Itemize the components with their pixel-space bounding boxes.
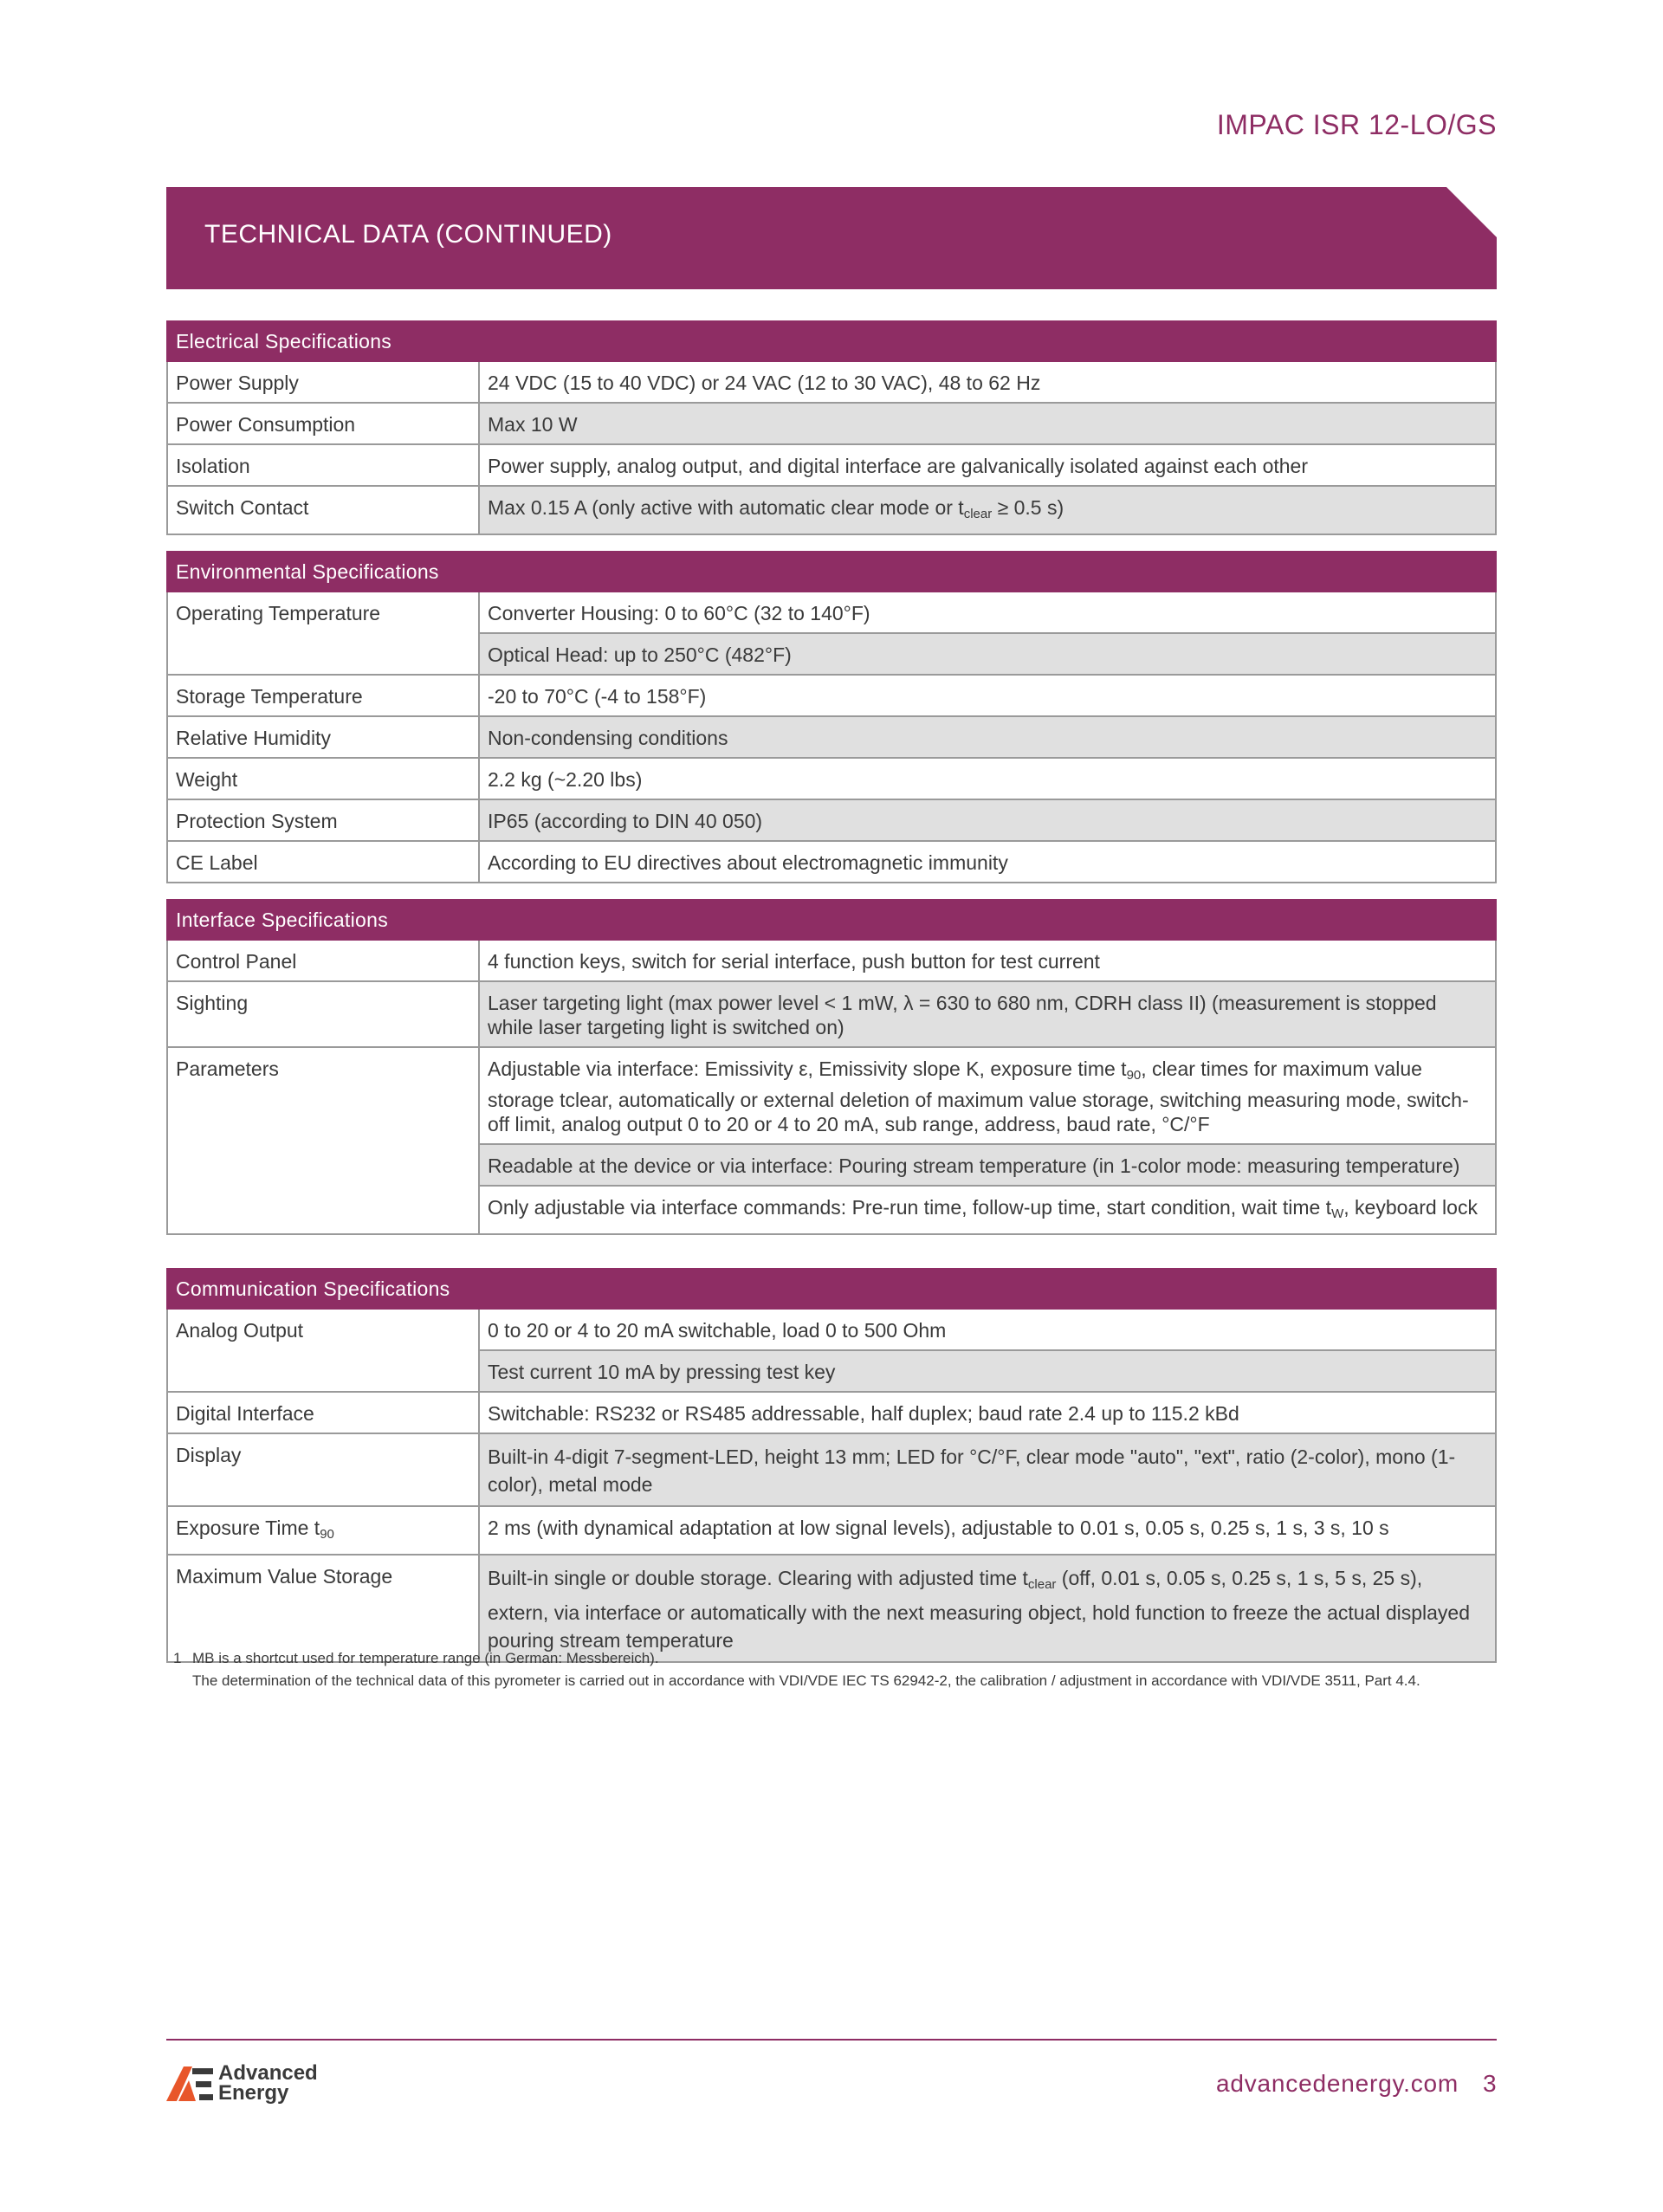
table-row (167, 981, 1496, 1047)
table-row (167, 1555, 1496, 1662)
table-row (167, 1392, 1496, 1433)
row-value (479, 1047, 1496, 1144)
communication-specifications-table (166, 1268, 1497, 1663)
row-value: IP65 (according to DIN 40 050) (479, 799, 1496, 841)
row-value: 2 ms (with dynamical adaptation at low signal levels), adjustable to 0.01 s, 0.05 s, 0.25 s, 1 s, 3 s, 10 s (479, 1506, 1496, 1555)
value-text: , keyboard lock (1343, 1196, 1478, 1219)
table-row (167, 716, 1496, 758)
table-title: Electrical Specifications (167, 321, 1496, 361)
table-title: Communication Specifications (167, 1269, 1496, 1309)
footnote-line: The determination of the technical data of this pyrometer is carried out in accordance with VDI/VDE IEC TS 62942-2, the calibration / adjustment in accordance with VDI/VDE 3511, Part 4.4. (192, 1672, 1420, 1689)
table-row (167, 1309, 1496, 1350)
table-title: Environmental Specifications (167, 552, 1496, 592)
row-label: Weight (167, 758, 479, 799)
row-label: Operating Temperature (167, 592, 479, 675)
row-label: Display (167, 1433, 479, 1506)
value-text: Only adjustable via interface commands: Pre-run time, follow-up time, start condition, wait time t (488, 1196, 1332, 1219)
row-value: Built-in 4-digit 7-segment-LED, height 13 mm; LED for °C/°F, clear mode "auto", "ext", ratio (2-color), mono (1-color), metal mode (479, 1433, 1496, 1506)
row-value: -20 to 70°C (-4 to 158°F) (479, 675, 1496, 716)
row-value: 2.2 kg (~2.20 lbs) (479, 758, 1496, 799)
subscript: clear (1027, 1577, 1057, 1592)
subscript: clear (963, 507, 993, 521)
row-value: Switchable: RS232 or RS485 addressable, half duplex; baud rate 2.4 up to 115.2 kBd (479, 1392, 1496, 1433)
row-value (479, 486, 1496, 534)
row-value (479, 1186, 1496, 1234)
row-label: Maximum Value Storage (167, 1555, 479, 1662)
environmental-specifications-table (166, 551, 1497, 883)
company-logo (166, 2063, 357, 2105)
row-value (479, 1555, 1496, 1662)
row-label: Control Panel (167, 940, 479, 981)
value-text: Adjustable via interface: Emissivity ε, Emissivity slope K, exposure time t (488, 1057, 1127, 1080)
electrical-specifications-table (166, 320, 1497, 535)
value-text: Max 0.15 A (only active with automatic clear mode or t (488, 496, 964, 519)
row-value: Test current 10 mA by pressing test key (479, 1350, 1496, 1392)
section-banner (166, 187, 1497, 289)
footer-divider (166, 2039, 1497, 2041)
value-text: , clear times for maximum value storage tclear, automatically or external deletion of maximum value storage, switching measuring mode, switch-off limit, analog output 0 to 20 or 4 to 20 mA, sub range, address, baud rate, °C/°F (488, 1057, 1469, 1135)
table-row (167, 675, 1496, 716)
footnote-line: MB is a shortcut used for temperature range (in German: Messbereich). (192, 1650, 659, 1666)
table-row (167, 361, 1496, 403)
interface-specifications-table (166, 899, 1497, 1235)
row-label: Protection System (167, 799, 479, 841)
table-row (167, 940, 1496, 981)
document-code: IMPAC ISR 12-LO/GS (1216, 109, 1497, 140)
row-value: Readable at the device or via interface: Pouring stream temperature (in 1-color mode: measuring temperature) (479, 1144, 1496, 1186)
table-row (167, 592, 1496, 633)
page-number: 3 (1483, 2070, 1497, 2097)
row-label: Digital Interface (167, 1392, 479, 1433)
subscript: 90 (320, 1527, 334, 1542)
row-value: Optical Head: up to 250°C (482°F) (479, 633, 1496, 675)
table-title: Interface Specifications (167, 900, 1496, 940)
row-label: Storage Temperature (167, 675, 479, 716)
ae-logo-icon (166, 2065, 215, 2103)
logo-line: Energy (218, 2081, 289, 2105)
row-label: Analog Output (167, 1309, 479, 1392)
row-value: Laser targeting light (max power level < 1 mW, λ = 630 to 680 nm, CDRH class II) (measurement is stopped while laser targeting light is switched on) (479, 981, 1496, 1047)
row-label: Relative Humidity (167, 716, 479, 758)
value-text: (off, 0.01 s, 0.05 s, 0.25 s, 1 s, 5 s, 25 s), extern, via interface or automatically with the next measuring object, hold function to freeze the actual displayed pouring stream temperature (488, 1567, 1471, 1652)
row-value: Max 10 W (479, 403, 1496, 444)
row-value: 4 function keys, switch for serial interface, push button for test current (479, 940, 1496, 981)
banner-title: TECHNICAL DATA (CONTINUED) (204, 220, 612, 249)
logo-wordmark (218, 2063, 318, 2103)
footnote-number: 1 (173, 1650, 182, 1666)
logo-line: Advanced (218, 2061, 318, 2085)
row-label: Parameters (167, 1047, 479, 1234)
table-row (167, 403, 1496, 444)
subscript: 90 (1126, 1068, 1142, 1083)
label-text: Exposure Time t (176, 1517, 320, 1539)
row-label (167, 1506, 479, 1555)
table-row (167, 841, 1496, 883)
row-value: 24 VDC (15 to 40 VDC) or 24 VAC (12 to 30 VAC), 48 to 62 Hz (479, 361, 1496, 403)
subscript: W (1331, 1206, 1344, 1221)
value-text: Built-in single or double storage. Clearing with adjusted time t (488, 1567, 1028, 1589)
table-row (167, 1506, 1496, 1555)
row-label: Sighting (167, 981, 479, 1047)
table-row (167, 799, 1496, 841)
table-row (167, 444, 1496, 486)
value-text: ≥ 0.5 s) (992, 496, 1064, 519)
table-row (167, 486, 1496, 534)
row-label: CE Label (167, 841, 479, 883)
row-label: Power Supply (167, 361, 479, 403)
footnote (173, 1647, 1498, 1692)
row-label: Switch Contact (167, 486, 479, 534)
row-value: 0 to 20 or 4 to 20 mA switchable, load 0 to 500 Ohm (479, 1309, 1496, 1350)
row-value: Converter Housing: 0 to 60°C (32 to 140°F) (479, 592, 1496, 633)
website-link[interactable]: advancedenergy.com (1216, 2070, 1459, 2097)
table-row (167, 1433, 1496, 1506)
row-value: Non-condensing conditions (479, 716, 1496, 758)
row-label: Isolation (167, 444, 479, 486)
table-row (167, 758, 1496, 799)
row-value: Power supply, analog output, and digital interface are galvanically isolated against each other (479, 444, 1496, 486)
row-value: According to EU directives about electromagnetic immunity (479, 841, 1496, 883)
row-label: Power Consumption (167, 403, 479, 444)
table-row (167, 1047, 1496, 1144)
